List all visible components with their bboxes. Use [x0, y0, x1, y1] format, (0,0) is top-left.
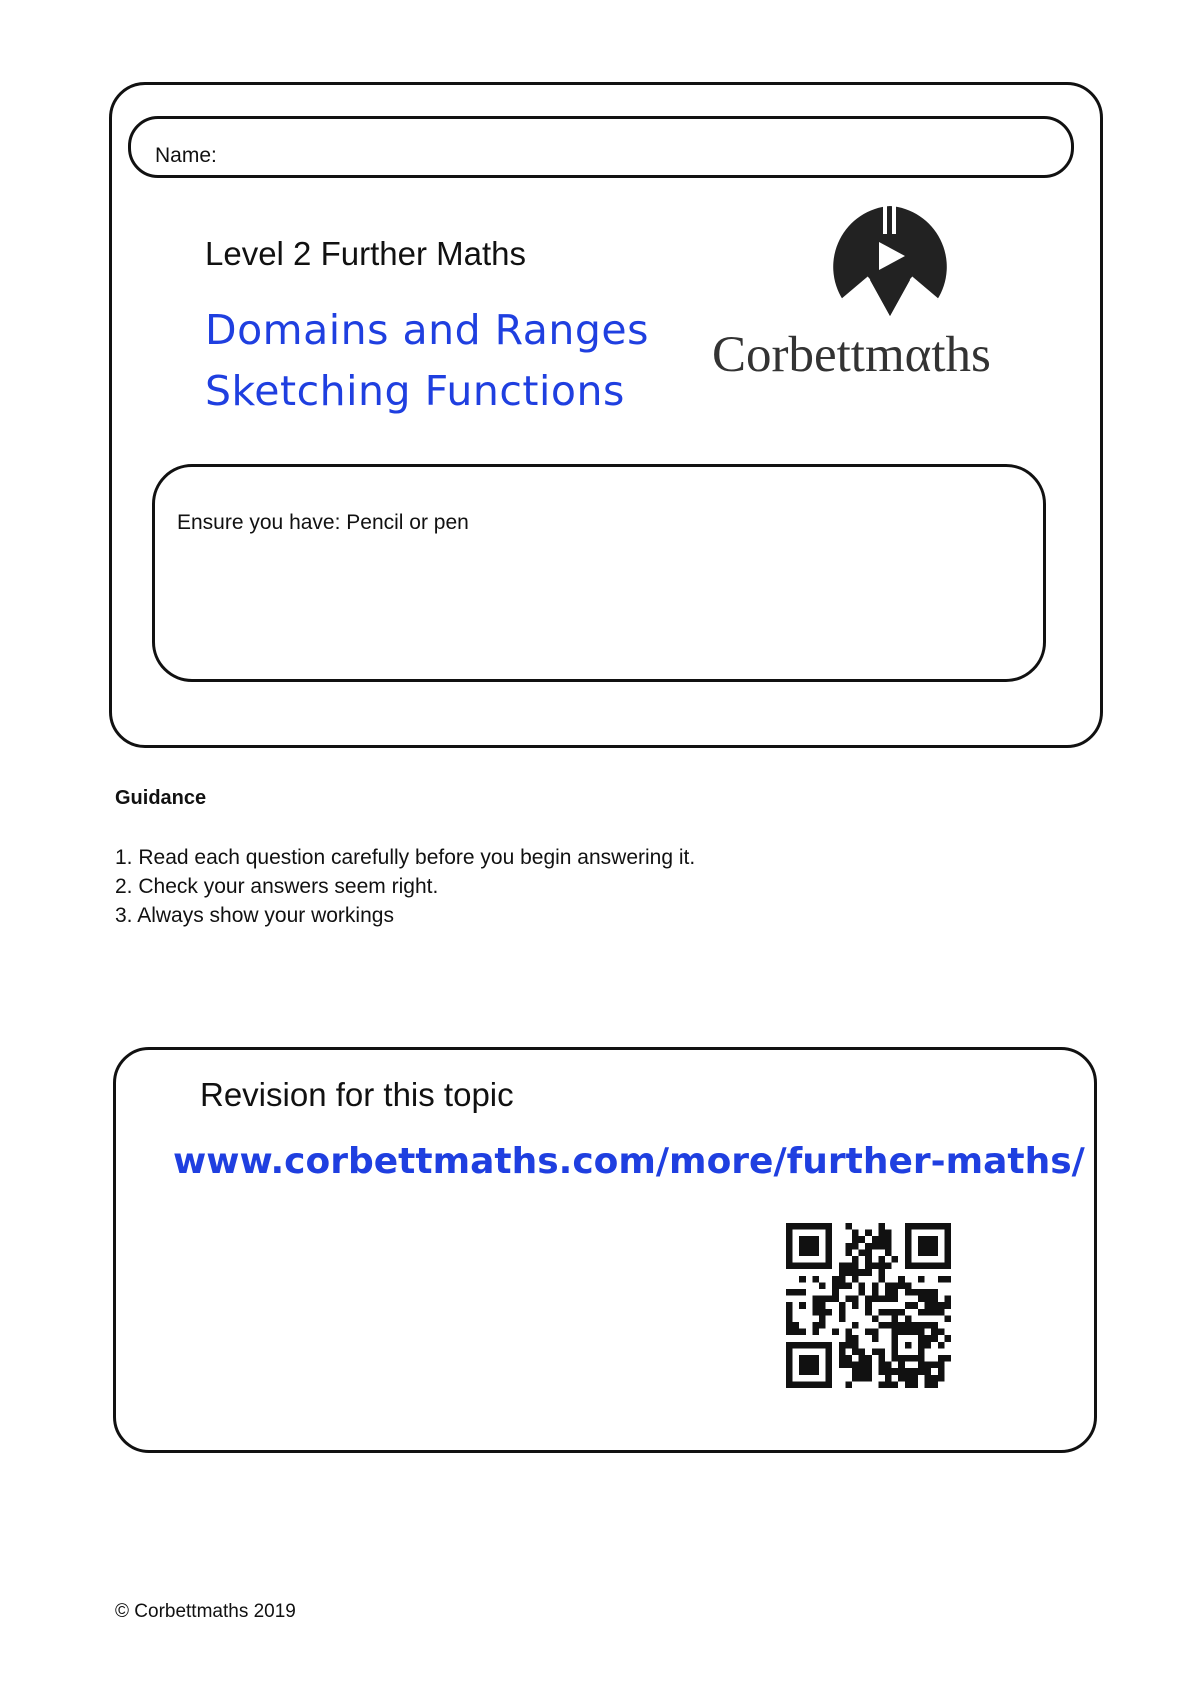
- guidance-item: 2. Check your answers seem right.: [115, 875, 439, 898]
- topic-title-line-2: Sketching Functions: [205, 367, 625, 415]
- guidance-heading: Guidance: [115, 787, 207, 809]
- guidance-list: [115, 843, 695, 930]
- corbettmaths-logo-text: Corbettmαths: [712, 327, 991, 383]
- corbettmaths-logo-icon: [827, 204, 953, 320]
- name-label: Name:: [155, 144, 217, 167]
- copyright-text: © Corbettmaths 2019: [115, 1601, 296, 1622]
- level-heading: Level 2 Further Maths: [205, 235, 526, 272]
- topic-title-line-1: Domains and Ranges: [205, 306, 649, 354]
- qr-code-icon[interactable]: [786, 1223, 951, 1388]
- guidance-item: 3. Always show your workings: [115, 904, 394, 927]
- name-field[interactable]: [128, 116, 1074, 178]
- guidance-item: 1. Read each question carefully before you begin answering it.: [115, 846, 696, 869]
- equipment-panel: [152, 464, 1046, 682]
- equipment-text: Ensure you have: Pencil or pen: [177, 511, 469, 534]
- revision-link[interactable]: www.corbettmaths.com/more/further-maths/: [173, 1141, 1085, 1182]
- revision-heading: Revision for this topic: [200, 1076, 514, 1113]
